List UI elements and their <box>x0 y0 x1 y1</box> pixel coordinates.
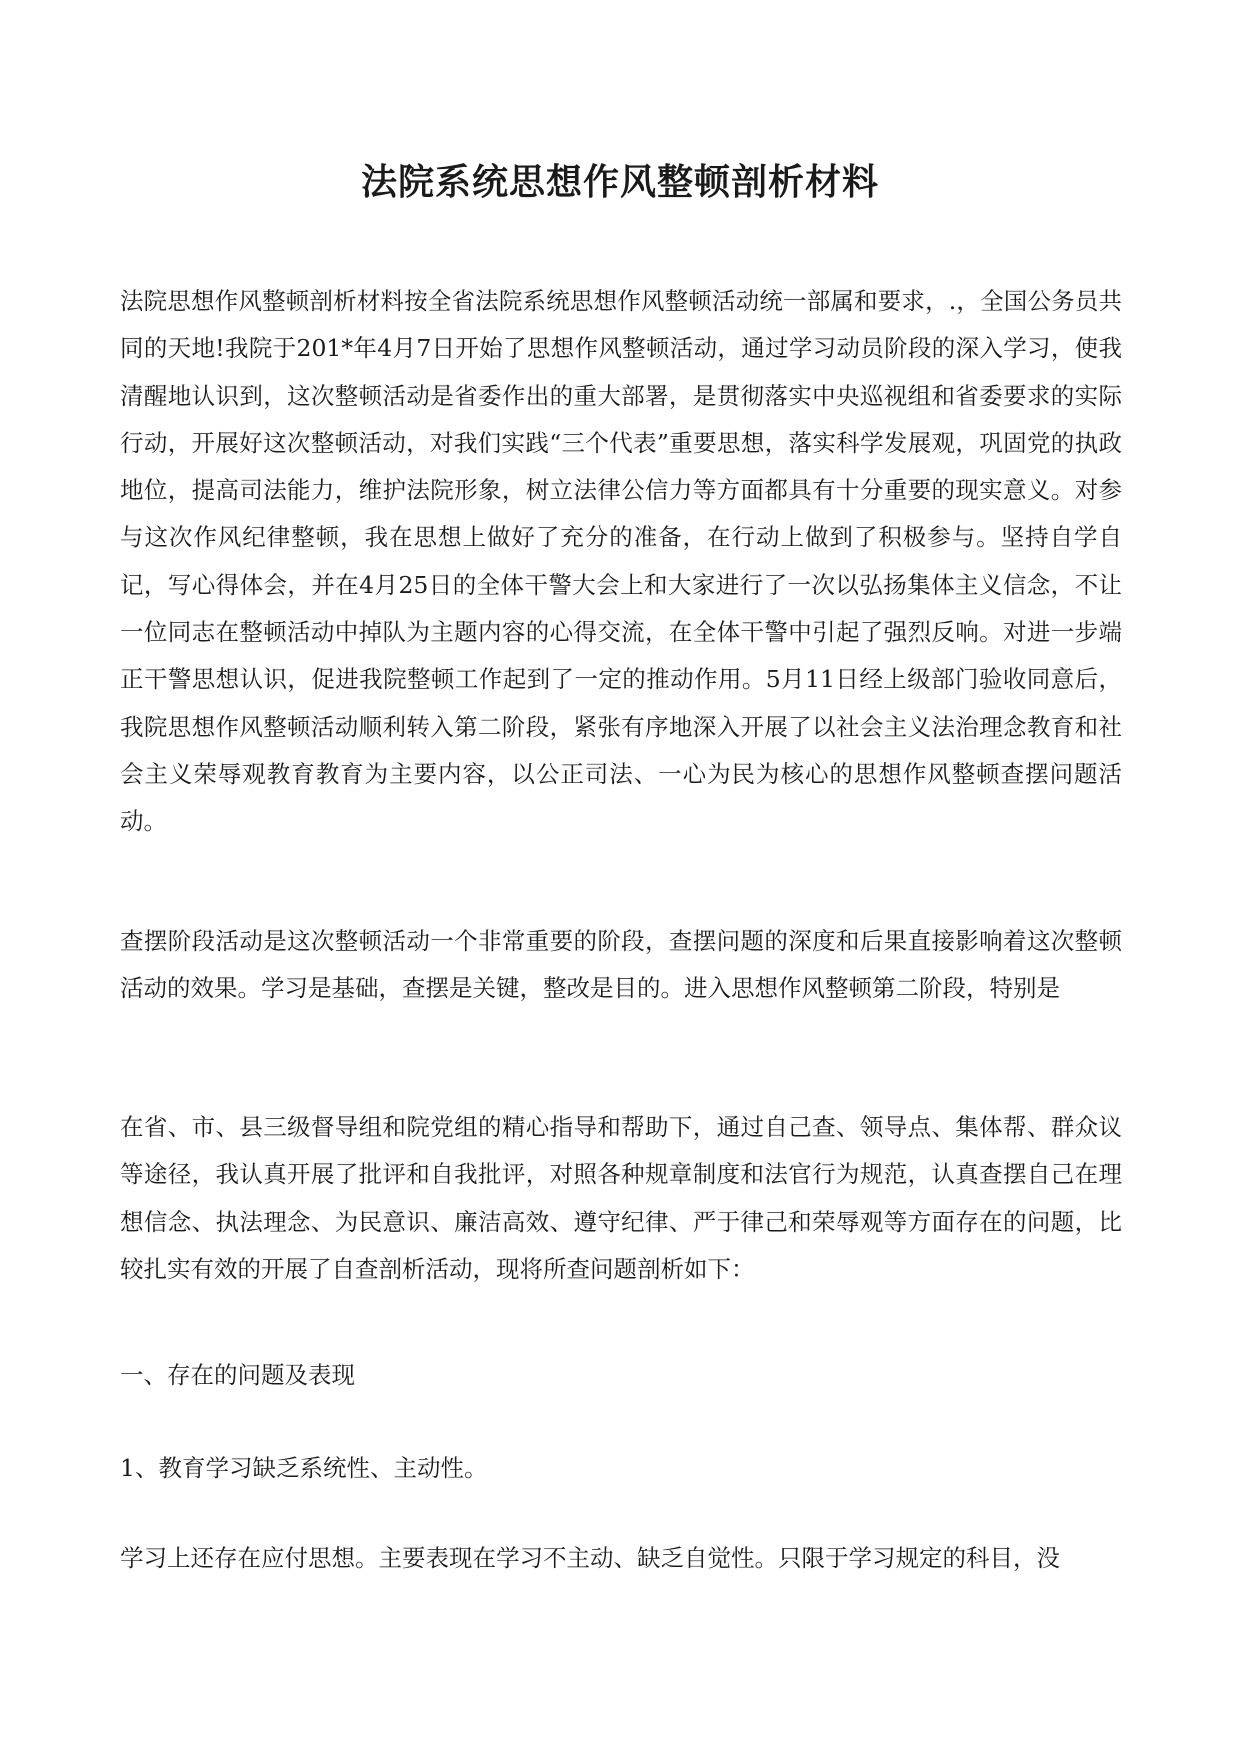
paragraph-intro: 法院思想作风整顿剖析材料按全省法院系统思想作风整顿活动统一部属和要求，.，全国公务员共同的天地!我院于201*年4月7日开始了思想作风整顿活动，通过学习动员阶段的深入学习，使我清醒地认识到，这次整顿活动是省委作出的重大部署，是贯彻落实中央巡视组和省委要求的实际行动，开展好这次整顿活动，对我们实践“三个代表”重要思想，落实科学发展观，巩固党的执政地位，提高司法能力，维护法院形象，树立法律公信力等方面都具有十分重要的现实意义。对参与这次作风纪律整顿，我在思想上做好了充分的准备，在行动上做到了积极参与。坚持自学自记，写心得体会，并在4月25日的全体干警大会上和大家进行了一次以弘扬集体主义信念，不让一位同志在整顿活动中掉队为主题内容的心得交流，在全体干警中引起了强烈反响。对进一步端正干警思想认识，促进我院整顿工作起到了一定的推动作用。5月11日经上级部门验收同意后，我院思想作风整顿活动顺利转入第二阶段，紧张有序地深入开展了以社会主义法治理念教育和社会主义荣辱观教育教育为主要内容，以公正司法、一心为民为核心的思想作风整顿查摆问题活动。 <box>120 287 1122 836</box>
section-heading-problems: 一、存在的问题及表现 <box>120 1361 355 1389</box>
paragraph-review-stage: 查摆阶段活动是这次整顿活动一个非常重要的阶段，查摆问题的深度和后果直接影响着这次整顿活动的效果。学习是基础，查摆是关键，整改是目的。进入思想作风整顿第二阶段，特别是 <box>120 927 1122 1003</box>
paragraph-study-attitude: 学习上还存在应付思想。主要表现在学习不主动、缺乏自觉性。只限于学习规定的科目，没 <box>120 1544 1060 1572</box>
document-title: 法院系统思想作风整顿剖析材料 <box>360 161 879 203</box>
paragraph-self-examination: 在省、市、县三级督导组和院党组的精心指导和帮助下，通过自己查、领导点、集体帮、群众议等途径，我认真开展了批评和自我批评，对照各种规章制度和法官行为规范，认真查摆自己在理想信念、执法理念、为民意识、廉洁高效、遵守纪律、严于律己和荣辱观等方面存在的问题，比较扎实有效的开展了自查剖析活动，现将所查问题剖析如下： <box>120 1113 1122 1283</box>
subsection-heading-education: 1、教育学习缺乏系统性、主动性。 <box>120 1454 488 1482</box>
